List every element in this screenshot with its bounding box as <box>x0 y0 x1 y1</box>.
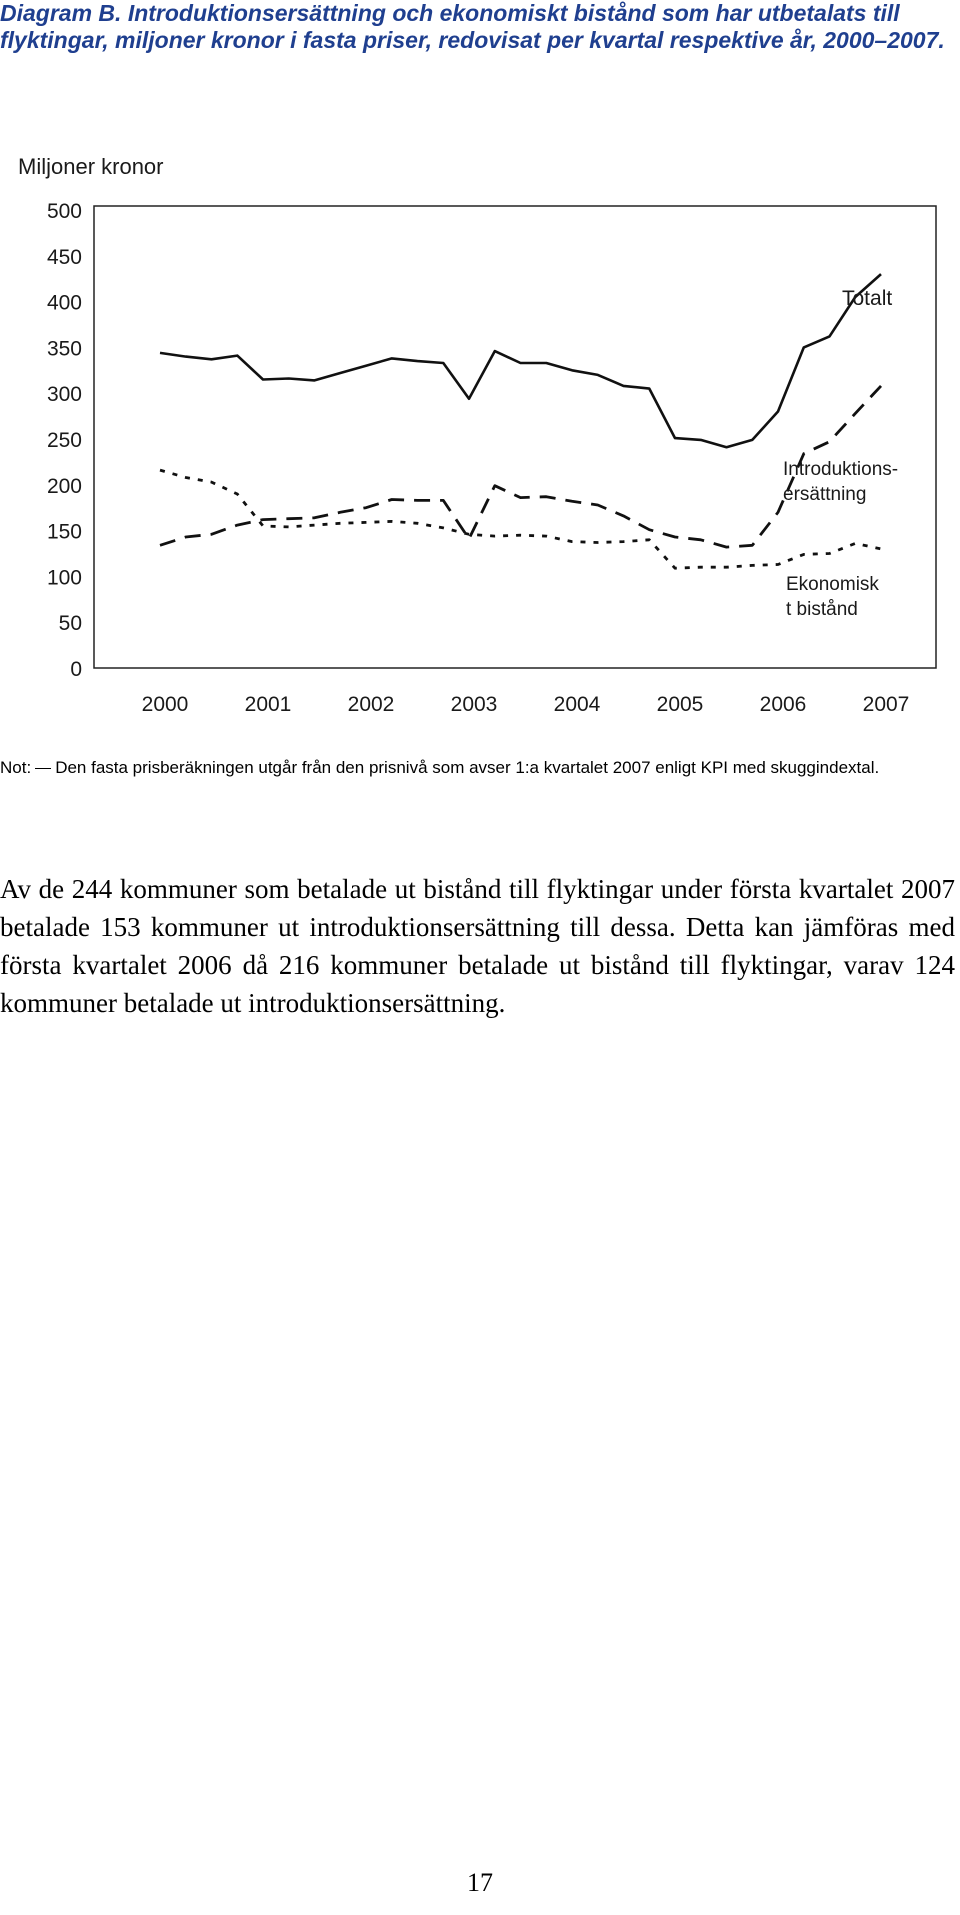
y-tick-label: 150 <box>46 520 82 544</box>
x-tick-label: 2007 <box>862 693 910 716</box>
x-tick-label: 2004 <box>553 693 601 716</box>
y-tick-label: 250 <box>46 429 82 452</box>
x-tick-label: 2000 <box>141 693 189 716</box>
y-tick-label: 400 <box>46 291 82 315</box>
x-tick-label: 2002 <box>347 693 395 716</box>
legend-label-totalt: Totalt <box>842 287 893 310</box>
x-tick-label: 2005 <box>656 693 704 716</box>
y-tick-label: 100 <box>46 566 82 590</box>
series-line-introduktionsersattning <box>160 386 881 547</box>
note-line-sample <box>35 768 51 769</box>
y-tick-label: 350 <box>46 337 82 361</box>
x-tick-label: 2003 <box>450 693 498 716</box>
y-tick-label: 500 <box>46 200 82 223</box>
legend-label-intro-1: Introduktions- <box>783 459 899 480</box>
note-prefix: Not: <box>0 758 32 777</box>
line-chart <box>0 130 960 730</box>
series-lines <box>160 274 881 568</box>
y-tick-label: 50 <box>58 612 82 636</box>
legend-label-ekonomisk-2: t bistånd <box>786 599 858 620</box>
y-tick-labels <box>47 200 82 681</box>
page-number: 17 <box>467 1868 493 1897</box>
legend-label-ekonomisk-1: Ekonomisk <box>786 574 879 595</box>
series-line-totalt <box>160 274 881 447</box>
y-axis-label: Miljoner kronor <box>18 154 164 179</box>
x-tick-label: 2001 <box>244 693 292 716</box>
body-paragraph: Av de 244 kommuner som betalade ut bistånd till flyktingar under första kvartalet 2007 betalade 153 kommuner ut introduktionsersättning till dessa. Detta kan jämföras med första kvartalet 2006 då 216 kommuner betalade ut bistånd till flyktingar, varav 124 kommuner betalade ut introduktionsersättning. <box>0 874 955 1018</box>
y-tick-label: 300 <box>46 383 82 407</box>
x-tick-labels <box>142 693 910 716</box>
y-tick-label: 0 <box>70 658 82 681</box>
y-tick-label: 200 <box>46 474 82 498</box>
x-tick-label: 2006 <box>759 693 807 716</box>
legend-label-intro-2: ersättning <box>783 484 867 505</box>
figure-title: Diagram B. Introduktionsersättning och ekonomiskt bistånd som har utbetalats till flyktingar, miljoner kronor i fasta priser, redovisat per kvartal respektive år, 2000–2007. <box>0 0 945 53</box>
y-tick-label: 450 <box>46 245 82 269</box>
note-text: Den fasta prisberäkningen utgår från den prisnivå som avser 1:a kvartalet 2007 enligt KPI med skuggindextal. <box>55 758 880 777</box>
figure-note <box>0 757 940 778</box>
